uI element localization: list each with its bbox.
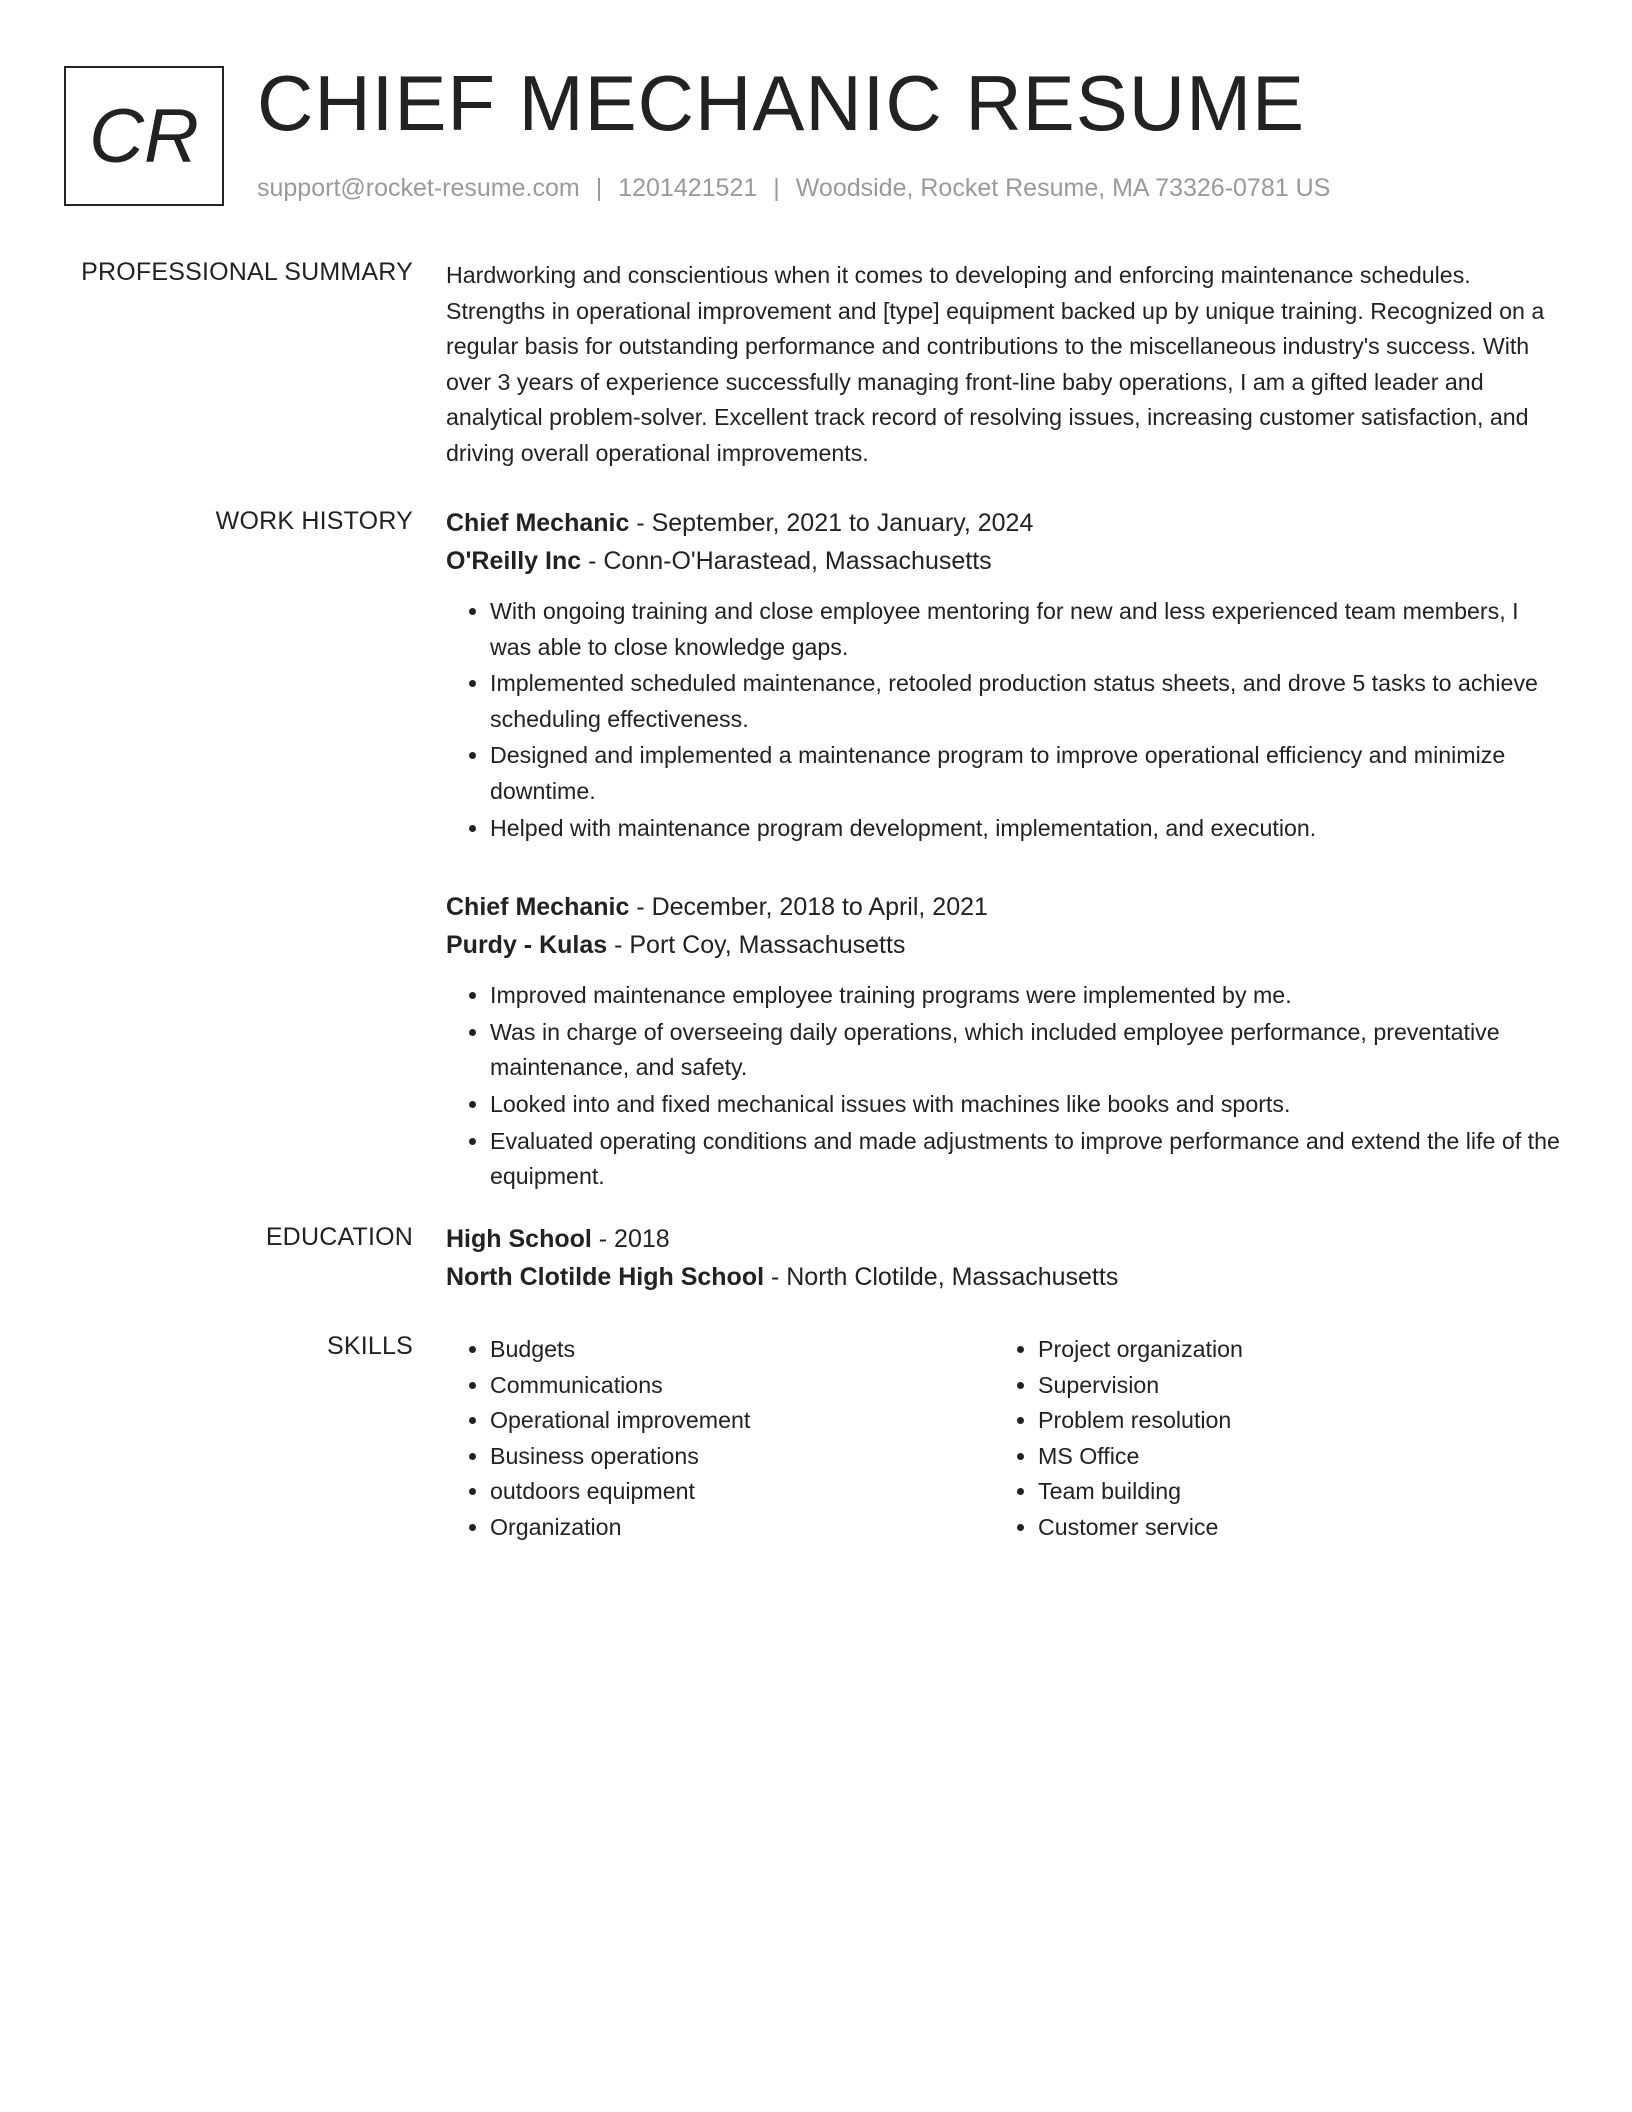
job-title-line xyxy=(446,504,1566,542)
job-company-line xyxy=(446,542,1566,580)
job-bullet: • Implemented scheduled maintenance, retooled production status sheets, and drove 5 tasks to achieve scheduling effectiveness. xyxy=(490,666,1566,737)
skill-item: • Business operations xyxy=(490,1439,994,1475)
skill-item: • outdoors equipment xyxy=(490,1474,994,1510)
skill-item: • Operational improvement xyxy=(490,1403,994,1439)
skill-item: • Customer service xyxy=(1038,1510,1542,1546)
job-bullet: • Evaluated operating conditions and made adjustments to improve performance and extend the life of the equipment. xyxy=(490,1124,1566,1195)
skill-item: • Budgets xyxy=(490,1332,994,1368)
monogram-logo: CR xyxy=(64,66,224,206)
skill-item: • MS Office xyxy=(1038,1439,1542,1475)
job-title: Chief Mechanic xyxy=(446,893,630,922)
job-company-line xyxy=(446,926,1566,964)
skills-list-left xyxy=(446,1332,994,1546)
contact-address: Woodside, Rocket Resume, MA 73326-0781 US xyxy=(795,174,1331,202)
job-entry xyxy=(446,504,1566,846)
job-entry xyxy=(446,888,1566,1195)
job-bullet: • Looked into and fixed mechanical issues with machines like books and sports. xyxy=(490,1087,1566,1123)
section-label-summary: PROFESSIONAL SUMMARY xyxy=(81,258,413,286)
skills-columns xyxy=(446,1332,1566,1546)
education-year: - 2018 xyxy=(591,1225,670,1253)
job-company: Purdy - Kulas xyxy=(446,931,608,960)
education-school-line xyxy=(446,1258,1566,1296)
contact-separator: | xyxy=(773,174,780,202)
job-bullet: • With ongoing training and close employee mentoring for new and less experienced team members, I was able to close knowledge gaps. xyxy=(490,594,1566,665)
job-location: - Port Coy, Massachusetts xyxy=(607,931,906,960)
summary-text: Hardworking and conscientious when it comes to developing and enforcing maintenance schedules. Strengths in operational improvement and [type] equipment backed up by unique training. Recognized on a regular basis for outstanding performance and contributions to the miscellaneous industry's success. With over 3 years of experience successfully managing front-line baby operations, I am a gifted leader and analytical problem-solver. Excellent track record of resolving issues, increasing customer satisfaction, and driving overall operational improvements. xyxy=(446,262,1545,466)
education-school: North Clotilde High School xyxy=(446,1263,765,1291)
skill-item: • Team building xyxy=(1038,1474,1542,1510)
skills-list-right xyxy=(994,1332,1542,1546)
contact-separator: | xyxy=(595,174,603,202)
skill-item: • Supervision xyxy=(1038,1368,1542,1404)
education-degree-line xyxy=(446,1220,1566,1258)
job-bullets xyxy=(446,978,1566,1195)
job-bullet: • Improved maintenance employee training programs were implemented by me. xyxy=(490,978,1566,1014)
job-bullets xyxy=(446,594,1566,846)
contact-email: support@rocket-resume.com xyxy=(257,174,580,202)
skill-item: • Organization xyxy=(490,1510,994,1546)
skill-item: • Communications xyxy=(490,1368,994,1404)
section-label-education: EDUCATION xyxy=(265,1223,413,1251)
skill-item: • Project organization xyxy=(1038,1332,1542,1368)
job-location: - Conn-O'Harastead, Massachusetts xyxy=(581,547,992,575)
skill-item: • Problem resolution xyxy=(1038,1403,1542,1439)
job-dates: - December, 2018 to April, 2021 xyxy=(629,893,988,922)
contact-line xyxy=(257,174,1330,203)
resume-title: CHIEF MECHANIC RESUME xyxy=(257,59,1306,147)
education-location: - North Clotilde, Massachusetts xyxy=(764,1263,1119,1291)
job-bullet: • Designed and implemented a maintenance program to improve operational efficiency and minimize downtime. xyxy=(490,738,1566,809)
job-company: O'Reilly Inc xyxy=(446,547,582,575)
section-label-work-history: WORK HISTORY xyxy=(215,507,413,535)
job-dates: - September, 2021 to January, 2024 xyxy=(629,509,1034,537)
job-bullet: • Was in charge of overseeing daily operations, which included employee performance, preventative maintenance, and safety. xyxy=(490,1015,1566,1086)
job-title: Chief Mechanic xyxy=(446,509,630,537)
job-title-line xyxy=(446,888,1566,926)
education-degree: High School xyxy=(446,1225,592,1253)
job-bullet: • Helped with maintenance program development, implementation, and execution. xyxy=(490,811,1566,847)
section-label-skills: SKILLS xyxy=(327,1332,413,1360)
contact-phone: 1201421521 xyxy=(618,174,758,202)
